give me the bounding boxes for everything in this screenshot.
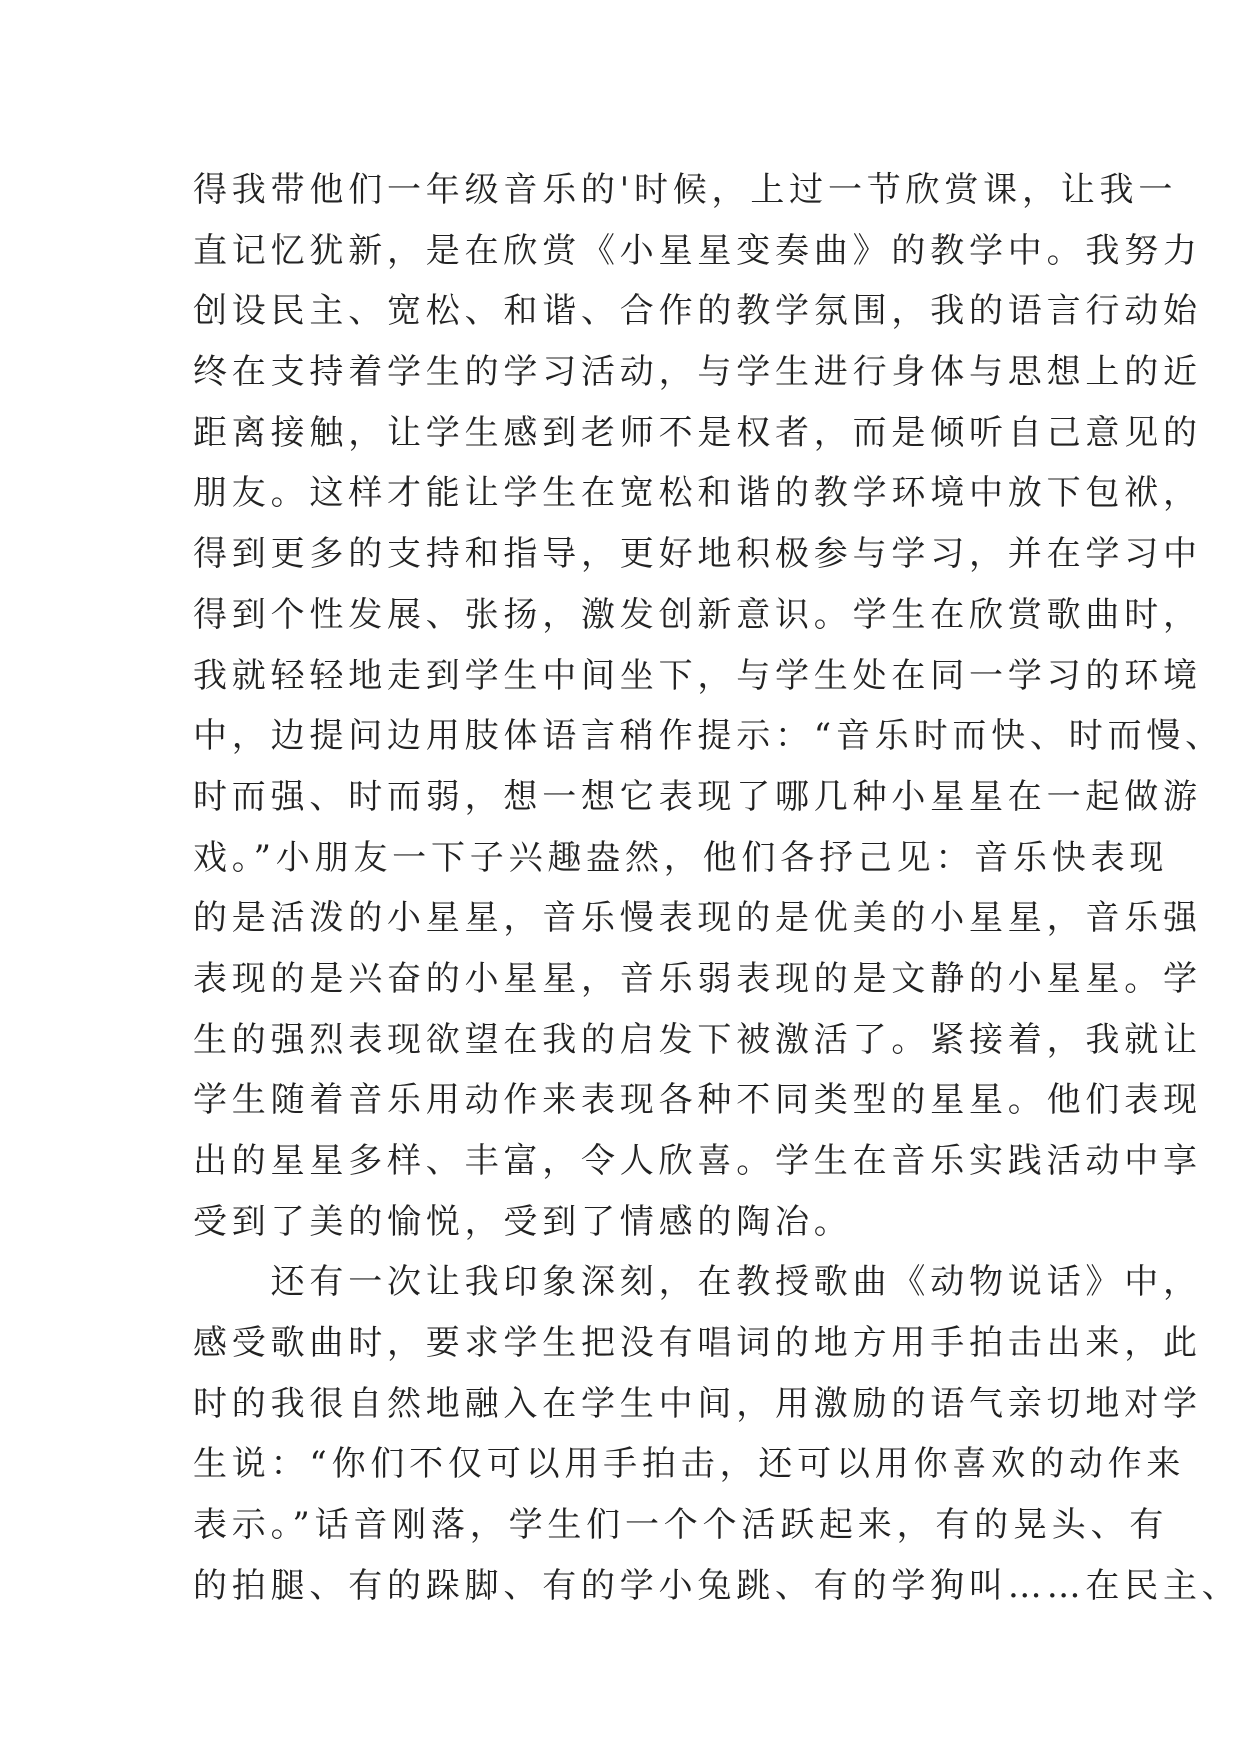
text-line: 的拍腿、有的跺脚、有的学小兔跳、有的学狗叫……在民主、 (193, 1565, 1241, 1606)
text-line: 朋友。这样才能让学生在宽松和谐的教学环境中放下包袱， (193, 473, 1202, 514)
text-line: 得我带他们一年级音乐的'时候，上过一节欣赏课，让我一 (193, 170, 1178, 210)
text-line: 得到个性发展、张扬，激发创新意识。学生在欣赏歌曲时， (193, 594, 1202, 635)
text-line: 的是活泼的小星星，音乐慢表现的是优美的小星星，音乐强 (193, 898, 1202, 939)
text-line: 创设民主、宽松、和谐、合作的教学氛围，我的语言行动始 (193, 291, 1202, 332)
body-text (193, 160, 1241, 1617)
text-line: 中，边提问边用肢体语言稍作提示：“音乐时而快、时而慢、 (193, 716, 1224, 757)
text-line: 表现的是兴奋的小星星，音乐弱表现的是文静的小星星。学 (193, 958, 1202, 999)
text-line: 生的强烈表现欲望在我的启发下被激活了。紧接着，我就让 (193, 1019, 1202, 1060)
text-line: 戏。”小朋友一下子兴趣盎然，他们各抒己见：音乐快表现 (193, 837, 1169, 878)
text-line: 学生随着音乐用动作来表现各种不同类型的星星。他们表现 (193, 1080, 1202, 1121)
text-line: 时而强、时而弱，想一想它表现了哪几种小星星在一起做游 (193, 776, 1202, 817)
text-line: 受到了美的愉悦，受到了情感的陶冶。 (193, 1201, 853, 1242)
text-line: 还有一次让我印象深刻，在教授歌曲《动物说话》中， (193, 1262, 1202, 1303)
text-line: 感受歌曲时，要求学生把没有唱词的地方用手拍击出来，此 (193, 1323, 1202, 1364)
text-line: 终在支持着学生的学习活动，与学生进行身体与思想上的近 (193, 352, 1202, 393)
text-line: 得到更多的支持和指导，更好地积极参与学习，并在学习中 (193, 534, 1202, 575)
text-line: 直记忆犹新，是在欣赏《小星星变奏曲》的教学中。我努力 (193, 230, 1202, 271)
text-line: 生说：“你们不仅可以用手拍击，还可以用你喜欢的动作来 (193, 1444, 1186, 1485)
text-line: 表示。”话音刚落，学生们一个个活跃起来，有的晃头、有 (193, 1505, 1169, 1546)
text-line: 我就轻轻地走到学生中间坐下，与学生处在同一学习的环境 (193, 655, 1202, 696)
text-line: 出的星星多样、丰富，令人欣喜。学生在音乐实践活动中享 (193, 1141, 1202, 1181)
text-line: 距离接触，让学生感到老师不是权者，而是倾听自己意见的 (193, 412, 1202, 453)
text-line: 时的我很自然地融入在学生中间，用激励的语气亲切地对学 (193, 1383, 1202, 1424)
